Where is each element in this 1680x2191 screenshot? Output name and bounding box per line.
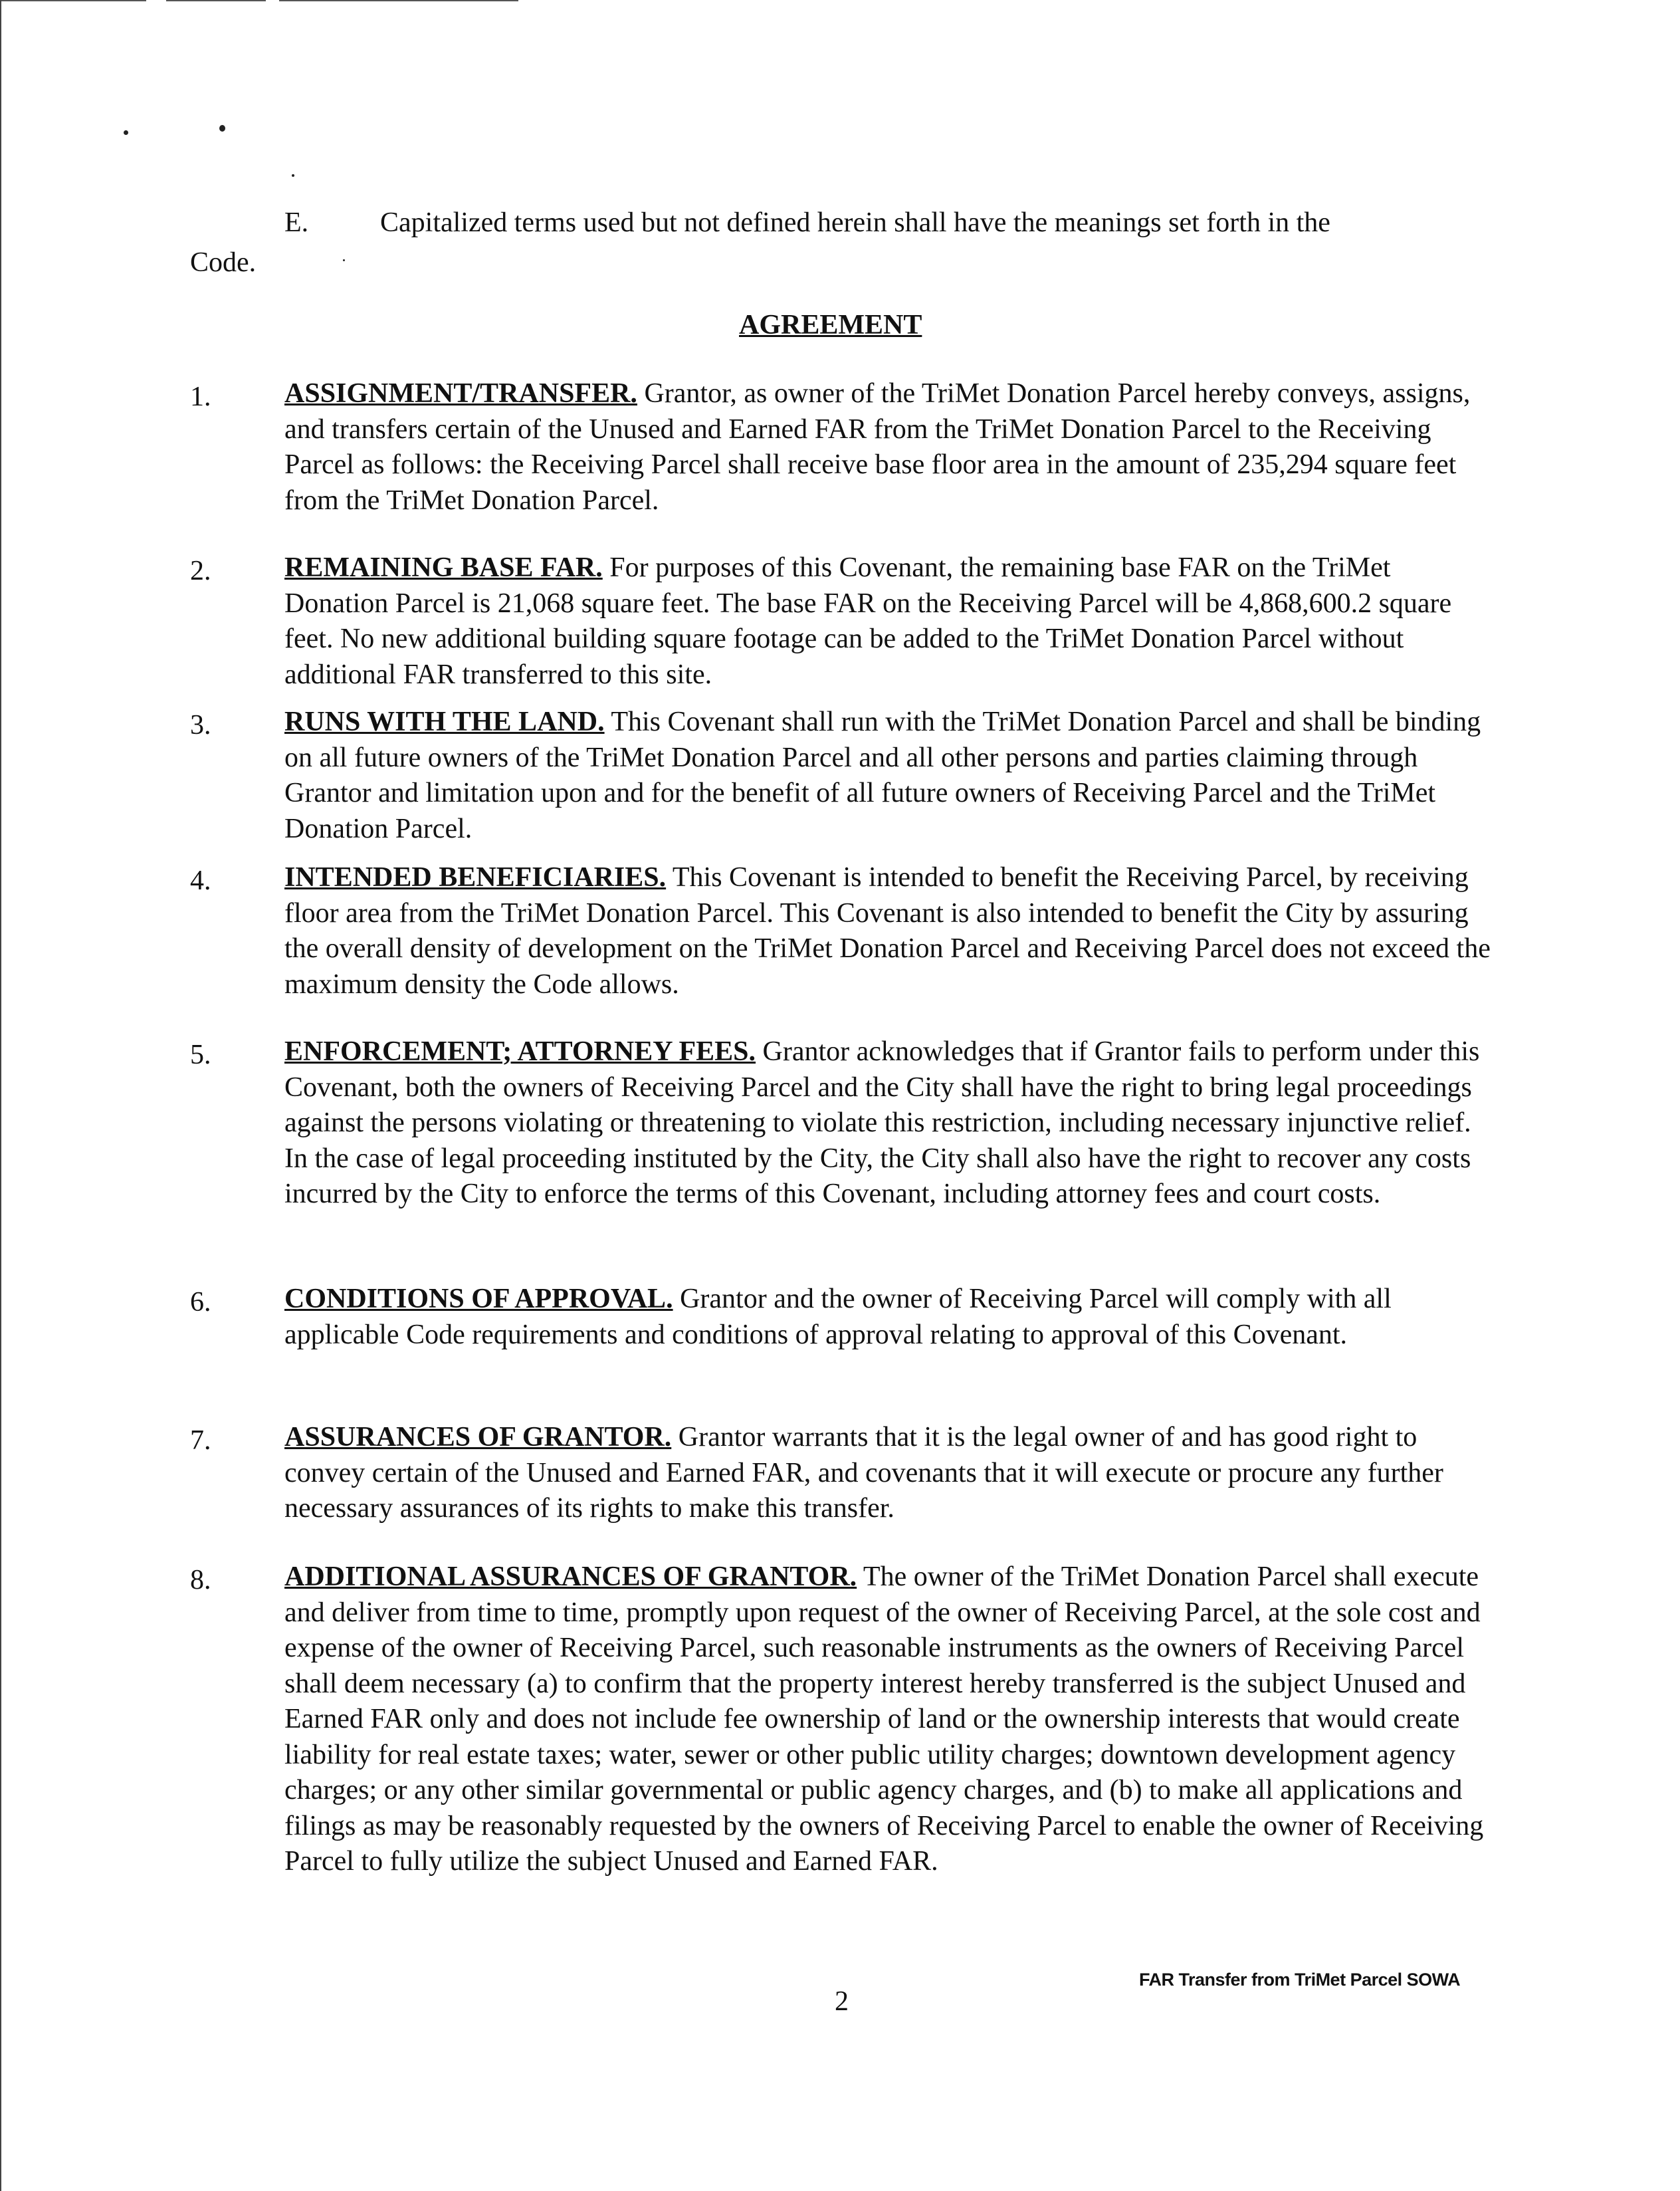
item-remaining-base-far bbox=[284, 550, 1494, 693]
recital-continuation: Code. bbox=[190, 247, 257, 278]
item-intended-beneficiaries bbox=[284, 860, 1494, 1002]
item-title: INTENDED BENEFICIARIES. bbox=[284, 862, 667, 893]
scan-speck bbox=[124, 130, 128, 135]
scan-edge-top bbox=[0, 0, 146, 1]
item-assignment-transfer bbox=[284, 376, 1494, 519]
item-text: Grantor warrants that it is the legal owner of and has good right to convey certain of the Unused and Earned FAR, and covenants that it will execute or procure any further necessary assurances of its rights to make this transfer. bbox=[284, 1422, 1443, 1524]
item-title: ADDITIONAL ASSURANCES OF GRANTOR. bbox=[284, 1561, 857, 1592]
item-conditions-of-approval bbox=[284, 1282, 1494, 1353]
recital-text: Capitalized terms used but not defined herein shall have the meanings set forth in the bbox=[380, 207, 1330, 238]
scan-speck bbox=[343, 259, 345, 261]
item-title: ASSIGNMENT/TRANSFER. bbox=[284, 378, 637, 409]
item-enforcement-attorney-fees bbox=[284, 1034, 1494, 1212]
scan-edge-top bbox=[279, 0, 518, 1]
item-title: ASSURANCES OF GRANTOR. bbox=[284, 1422, 672, 1452]
item-number: 5. bbox=[190, 1040, 211, 1070]
item-text: The owner of the TriMet Donation Parcel shall execute and deliver from time to time, promptly upon request of the owner of Receiving Parcel, at the sole cost and expense of the owner of Receiving Parcel, such reasonable instruments as the owners of Receiving Parcel shall deem necessary (a) to confirm that the property interest hereby transferred is the subject Unused and Earned FAR only and does not include fee ownership of land or the ownership interests that would create liability for real estate taxes; water, sewer or other public utility charges; downtown development agency charges; or any other similar governmental or public agency charges, and (b) to make all applications and filings as may be reasonably requested by the owners of Receiving Parcel to enable the owner of Receiving Parcel to fully utilize the subject Unused and Earned FAR. bbox=[284, 1561, 1484, 1877]
item-number: 3. bbox=[190, 710, 211, 741]
item-text: Grantor and the owner of Receiving Parcel will comply with all applicable Code requirements and conditions of approval relating to approval of this Covenant. bbox=[284, 1284, 1392, 1350]
item-number: 7. bbox=[190, 1425, 211, 1456]
item-assurances-of-grantor bbox=[284, 1420, 1494, 1527]
scan-edge-left bbox=[0, 0, 1, 2191]
footer-document-label: FAR Transfer from TriMet Parcel SOWA bbox=[1139, 1970, 1461, 1990]
item-runs-with-the-land bbox=[284, 705, 1494, 847]
item-number: 8. bbox=[190, 1565, 211, 1595]
scan-speck bbox=[219, 125, 225, 132]
item-text: Grantor acknowledges that if Grantor fails to perform under this Covenant, both the owners of Receiving Parcel and the City shall have the right to bring legal proceedings against the persons violating or threatening to violate this restriction, including necessary injunctive relief. In the case of legal proceeding instituted by the City, the City shall also have the right to recover any costs incurred by the City to enforce the terms of this Covenant, including attorney fees and court costs. bbox=[284, 1036, 1480, 1209]
item-text: Grantor, as owner of the TriMet Donation Parcel hereby conveys, assigns, and transfers certain of the Unused and Earned FAR from the TriMet Donation Parcel to the Receiving Parcel as follows: the Receiving Parcel shall receive base floor area in the amount of 235,294 square feet from the TriMet Donation Parcel. bbox=[284, 378, 1471, 516]
recital-letter: E. bbox=[284, 207, 309, 238]
scan-edge-top bbox=[166, 0, 266, 1]
item-number: 2. bbox=[190, 556, 211, 586]
item-number: 4. bbox=[190, 865, 211, 896]
item-title: REMAINING BASE FAR. bbox=[284, 552, 603, 583]
page-number: 2 bbox=[835, 1986, 849, 2017]
item-title: RUNS WITH THE LAND. bbox=[284, 707, 605, 737]
item-number: 6. bbox=[190, 1287, 211, 1318]
item-text: This Covenant shall run with the TriMet Donation Parcel and shall be binding on all future owners of the TriMet Donation Parcel and all other persons and parties claiming through Grantor and limitation upon and for the benefit of all future owners of Receiving Parcel and the TriMet Donation Parcel. bbox=[284, 707, 1481, 844]
item-additional-assurances-of-grantor bbox=[284, 1559, 1494, 1880]
item-title: CONDITIONS OF APPROVAL. bbox=[284, 1284, 673, 1314]
item-number: 1. bbox=[190, 382, 211, 412]
item-title: ENFORCEMENT; ATTORNEY FEES. bbox=[284, 1036, 756, 1067]
item-text: For purposes of this Covenant, the remaining base FAR on the TriMet Donation Parcel is 21,068 square feet. The base FAR on the Receiving Parcel will be 4,868,600.2 square feet. No new additional building square footage can be added to the TriMet Donation Parcel without additional FAR transferred to this site. bbox=[284, 552, 1452, 690]
item-text: This Covenant is intended to benefit the Receiving Parcel, by receiving floor area from the TriMet Donation Parcel. This Covenant is also intended to benefit the City by assuring the overall density of development on the TriMet Donation Parcel and Receiving Parcel does not exceed the maximum density the Code allows. bbox=[284, 862, 1491, 1000]
scan-speck bbox=[292, 174, 294, 177]
agreement-heading: AGREEMENT bbox=[739, 310, 922, 340]
